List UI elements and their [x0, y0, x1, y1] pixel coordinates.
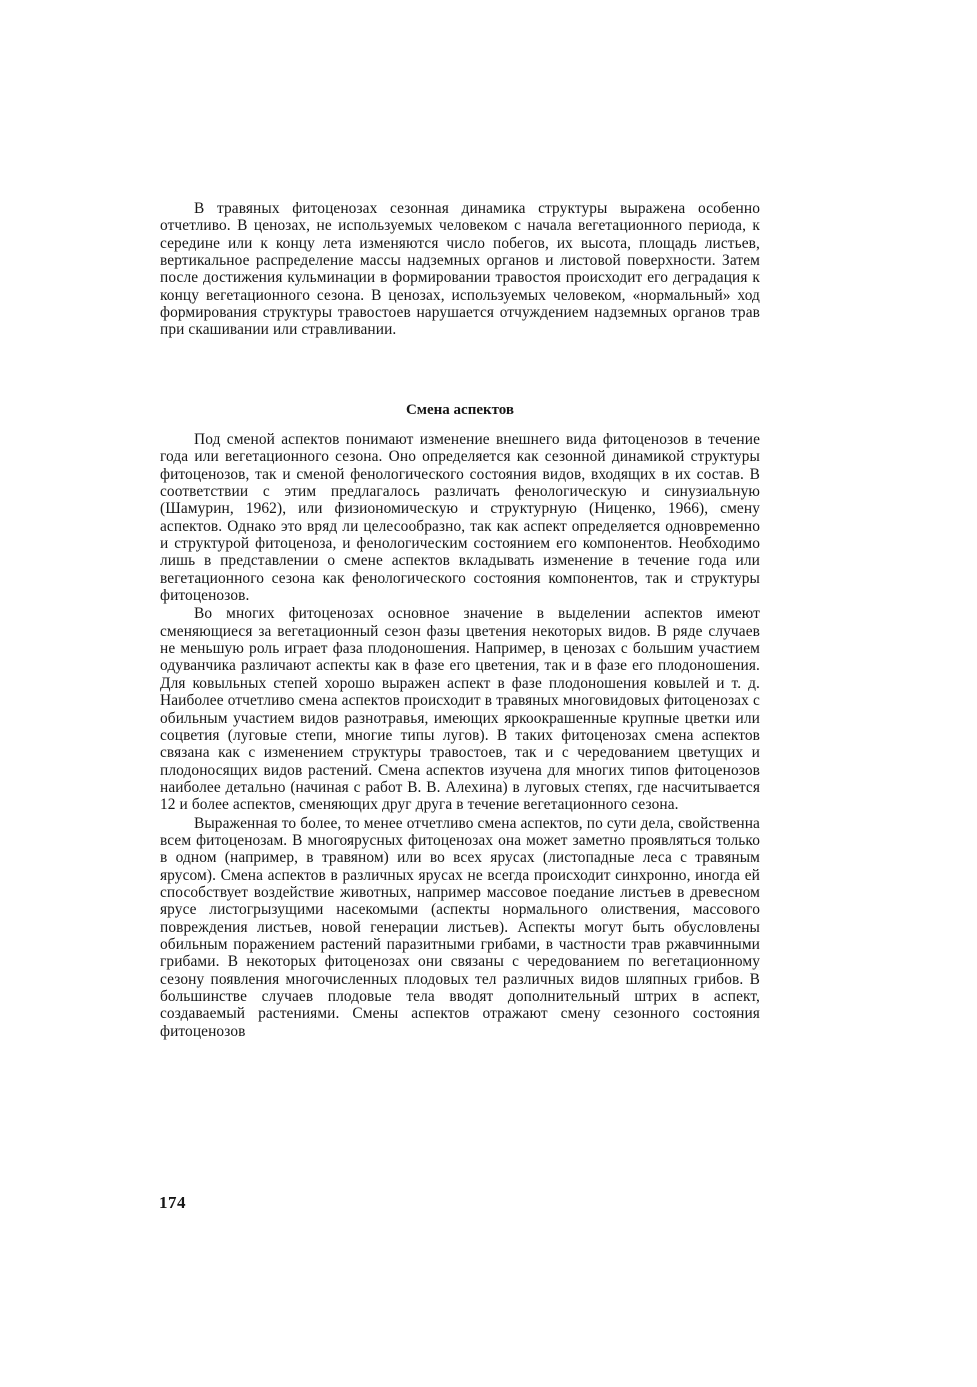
intro-text-block [160, 200, 760, 339]
body-paragraph: Во многих фитоценозах основное значение в выделении аспектов имеют сменяющиеся за вегетационный сезон фазы цветения некоторых видов. В ряде случаев не меньшую роль играет фаза плодоношения. Например, в ценозах с большим участием одуванчика различают аспекты как в фазе его цветения, так и в фазе его плодоношения. Для ковыльных степей хорошо выражен аспект в фазе плодоношения ковылей и т. д. Наиболее отчетливо смена аспектов происходит в травяных многовидовых фитоценозах с обильным участием видов разнотравья, имеющих яркоокрашенные крупные цветки или соцветия (луговые степи, многие типы лугов). В таких фитоценозах смена аспектов связана как с изменением структуры травостоев, так и с чередованием цветущих и плодоносящих видов растений. Смена аспектов изучена для многих типов фитоценозов наиболее детально (начиная с работ В. В. Алехина) в луговых степях, где насчитывается 12 и более аспектов, сменяющих друг друга в течение вегетационного сезона. [160, 605, 760, 814]
body-paragraph: Выраженная то более, то менее отчетливо смена аспектов, по сути дела, свойственна всем фитоценозам. В многоярусных фитоценозах она может заметно проявляться только в одном (например, в травяном) или во всех ярусах (листопадные леса с травяным ярусом). Смена аспектов в различных ярусах не всегда происходит синхронно, иногда ей способствует воздействие животных, например массовое поедание листьев в древесном ярусе листогрызущими насекомыми (аспекты нормального олиствения, массового повреждения листьев, новой генерации листьев). Аспекты могут быть обусловлены обильным поражением растений паразитными грибами, в частности трав ржавчинными грибами. В некоторых фитоценозах они связаны с чередованием по вегетационному сезону появления многочисленных плодовых тел различных видов шляпных грибов. В большинстве случаев плодовые тела вводят дополнительный штрих в аспект, создаваемый растениями. Смены аспектов отражают смену сезонного состояния фитоценозов [160, 814, 760, 1040]
section-text-block [160, 431, 760, 1040]
body-paragraph: Под сменой аспектов понимают изменение внешнего вида фитоценозов в течение года или вегетационного сезона. Оно определяется как сезонной динамикой структуры фитоценозов, так и сменой фенологического состояния видов, входящих в их состав. В соответствии с этим предлагалось различать фенологическую и синузиальную (Шамурин, 1962), или физиономическую и структурную (Ниценко, 1966), смену аспектов. Однако это вряд ли целесообразно, так как аспект определяется одновременно и структурой фитоценоза, и фенологическим состоянием его компонентов. Необходимо лишь в представлении о смене аспектов вкладывать изменение в течение года или вегетационного сезона как фенологического состояния компонентов, так и структуры фитоценозов. [160, 431, 760, 605]
section-heading: Смена аспектов [405, 402, 515, 418]
page-number: 174 [159, 1193, 186, 1212]
body-paragraph: В травяных фитоценозах сезонная динамика структуры выражена особенно отчетливо. В ценозах, не используемых человеком с начала вегетационного периода, к середине или к концу лета изменяются число побегов, их высота, площадь листьев, вертикальное распределение массы надземных органов и листовой поверхности. Затем после достижения кульминации в формировании травостоя происходит его деградация к концу вегетационного сезона. В ценозах, используемых человеком, «нормальный» ход формирования структуры травостоев нарушается отчуждением надземных органов трав при скашивании или стравливании. [160, 200, 760, 339]
